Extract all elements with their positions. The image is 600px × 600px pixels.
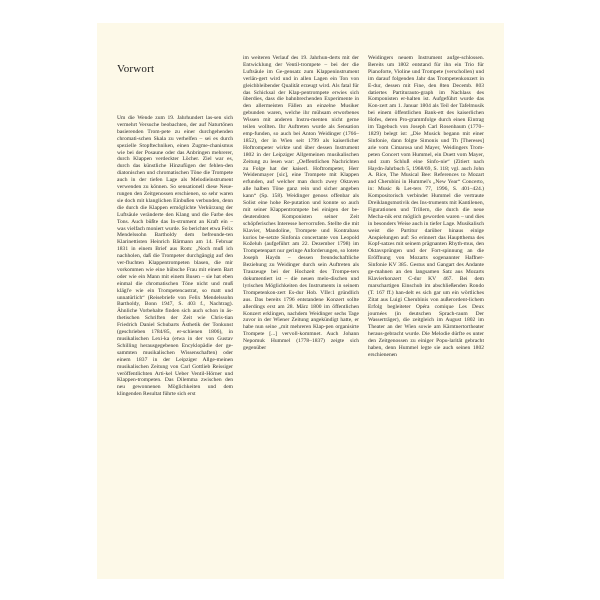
text-column-2 [243,55,359,352]
page-title: Vorwort [117,63,155,75]
document-page [97,23,504,579]
text-column-3 [368,55,484,359]
column-2-text: im weiteren Verlauf des 19. Jahrhun-derts mit der Entwicklung der Ventil-trompete – bei der die Luftsäule im Ge-gensatz zum Klappeninstrument verlän-gert wird und in allen Lagen ein Ton von gleichbleibender Qualität erzeugt wird. Als fatal für das Schicksal der Klap-pentrompete erwies sich überdies, dass die bahnbrechenden Experimente in den allermeisten Fällen an einzelne Musiker gebunden waren, welche ihr mühsam erworbenes Wissen mit anderen Instru-menten nicht gerne teilen wollten. Ihr Auftreten wurde als Sensation emp-funden, so auch bei Anton Weidinger (1766–1852), der in Wien seit 1799 als kaiserlicher Hoftrompeter wirkte und über dessen Instrument 1802 in der Leipziger Allgemeinen musikalischen Zeitung zu lesen war: „Oeffentlichen Nachrichten zu Folge hat der kaiserl. Hoftrompeter, Herr Weidenmayer [sic], eine Trompete mit Klappen erfunden, auf welcher man durch zwey Oktaven alle halben Töne ganz rein und sicher angeben kann“ (Sp. 158). Weidinger genoss offenbar als Solist eine hohe Re-putation und konnte so auch mit seiner Klappentrompete bei einigen der be-deutendsten Komponisten seiner Zeit schöpferisches Interesse hervorrufen. Stellte die mit Klavier, Mandoline, Trompete und Kontrabass kurios be-setzte Sinfonia concertante von Leopold Koželuh (aufgeführt am 22. Dezember 1798) im Trompetenpart nur geringe Anforderungen, so lotete Joseph Haydn – dessen freundschaftliche Beziehung zu Weidinger durch sein Auftreten als Trauzeuge bei der Hochzeit des Trompe-ters dokumentiert ist – die neuen melo-dischen und lyrischen Möglichkeiten des Instruments in seinem Trompetenkon-zert Es-dur Hob. VIIe:1 gründlich aus. Das bereits 1796 entstandene Konzert sollte allerdings erst am 28. März 1800 im öffentlichen Konzert erklingen, nachdem Weidinger sechs Tage zuvor in der Wiener Zeitung angekündigt hatte, er habe nun seine „mit mehreren Klap-pen organisirte Trompete [...] vervoll-kommnet. Auch Johann Nepomuk Hummel (1778–1837) zeigte sich gegenüber [243,55,359,352]
column-1-text: Um die Wende zum 19. Jahrhundert las-sen sich vermehrt Versuche beobachten, der auf Naturtönen basierenden Trom-pete zu einer durchgehenden chromati-schen Skala zu verhelfen – sei es durch spezielle Stopftechniken, einen Zugme-chanismus wie bei der Posaune oder das Anbringen mehrerer, durch Klappen verdeckter Löcher. Ziel war es, durch das künstliche Hinzufügen der fehlen-den diatonischen und chromatischen Töne die Trompete auch in der tiefen Lage als Melodieinstrument verwenden zu können. So sensationell diese Neue-rungen den Zeitgenossen erschienen, so sehr waren sie doch mit klanglichen Einbußen verbunden, denn die durch die Klappen ermöglichte Verkürzung der Luftsäule veränderte den Klang und die Farbe des Tons. Auch büßte das In-strument an Kraft ein – was vielfach moniert wurde. So berichtet etwa Felix Mendelssohn Bartholdy dem befreunde-ten Klarinettisten Heinrich Bärmann am 14. Februar 1831 in einem Brief aus Rom: „Noch muß ich nachholen, daß die Trompeter durchgängig auf den ver-fluchten Klappentrompeten blasen, die mir vorkommen wie eine hübsche Frau mit einem Bart oder wie ein Mann mit einem Busen – sie hat eben einmal die chromatischen Töne nicht und muß klägl'e wie ein Trompetencastrat, so matt und unnatürlich“ (Reisebriefe von Felix Mendelssohn Bartholdy, Bonn 1947, S. 403 f., Nachtrag). Ähnliche Vorbehalte finden sich auch schon in äs-thetischen Schriften der Zeit wie Chris-tian Friedrich Daniel Schubarts Ästhetik der Tonkunst (geschrieben 1784/85, er-schienen 1806), in musikalischen Lexi-ka (etwa in der von Gustav Schilling herausgegebenen Encyklopädie der ge-sammten musikalischen Wissenschaften) oder einem 1837 in der Leipziger Allge-meinen musikalischen Zeitung von Carl Gottlieb Reissiger veröffentlichten Arti-kel Ueber Ventil-Hörner und Klappen-trompeten. Das Dilemma zwischen den neu gewonnenen Möglichkeiten und dem klingenden Resultat führte sich erst [117,115,233,398]
column-3-text: Weidingers neuem Instrument aufge-schlossen. Bereits um 1802 entstand für ihn ein Trio für Pianoforte, Violine und Trompete (verschollen) und im darauf folgenden Jahr das Trompetenkonzert in E-dur, dessen mit Fine, den 8ten Decemb. 803 datiertes Partiturauto-graph im Nachlass des Komponisten er-halten ist. Aufgeführt wurde das Kon-zert am 1. Januar 1804 als Teil der Tafelmusik bei einem öffentlichen Bank-ett des kaiserlichen Hofes, deren Pro-grammfolge durch einen Eintrag im Tagebuch von Joseph Carl Rosenbaum (1770–1829) belegt ist: „Die Musick begann mit einer Sinfonie, dann folgte Simonis und Th [Thereses] arie vom Cimarosa und Mayer, Weidingers Trom-peten Concert vom Hummel, ein Duett vom Mayer, und zum Schluß eine Sinfo-nie“ (Zitiert nach Haydn-Jahrbuch 5, 1968/69, S. 118; vgl. auch John A. Rice, The Musical Bee: References to Mozart and Cherubini in Hummel's „New Year“ Concerto, in: Music & Let-ters 77, 1996, S. 401–424.) Kompositorisch verbindet Hummel die vertraute Dreiklangsmotivik des Ins-truments mit Kantilenen, Figurationen und Trillern, die durch die neue Mecha-nik erst möglich geworden waren – und dies in besonders Weise auch in tiefer Lage. Musikalisch weist die Partitur darüber hinaus einige Anspielungen auf: So erinnert das Hauptthema des Kopf-satzes mit seinem prägnanten Rhyth-mus, den Oktavsprüngen und der Fort-spinnung an die Eröffnung von Mozarts sogenannter Haffner-Sinfonie KV 385. Gestus und Gangart des Andante ge-mahnen an den langsamen Satz aus Mozarts Klavierkonzert C-dur KV 467. Bei dem marschartigen Einschub im abschließenden Rondo (T. 167 ff.) han-delt es sich gar um ein wörtliches Zitat aus Luigi Cherubinis von außerordent-lichem Erfolg begleiteter Opéra comique Les Deux journées (in deutschen Sprach-raum Der Wasserträger), die zeitgleich im August 1802 im Theater an der Wien sowie am Kärntnertortheater heraus-gebracht wurde. Die Melodie dürfte es unter den Zeitgenossen zu einiger Popu-larität gebracht haben, denn Hummel legte sie auch seinen 1802 erschienenen [368,55,484,358]
text-column-1 [117,115,233,398]
